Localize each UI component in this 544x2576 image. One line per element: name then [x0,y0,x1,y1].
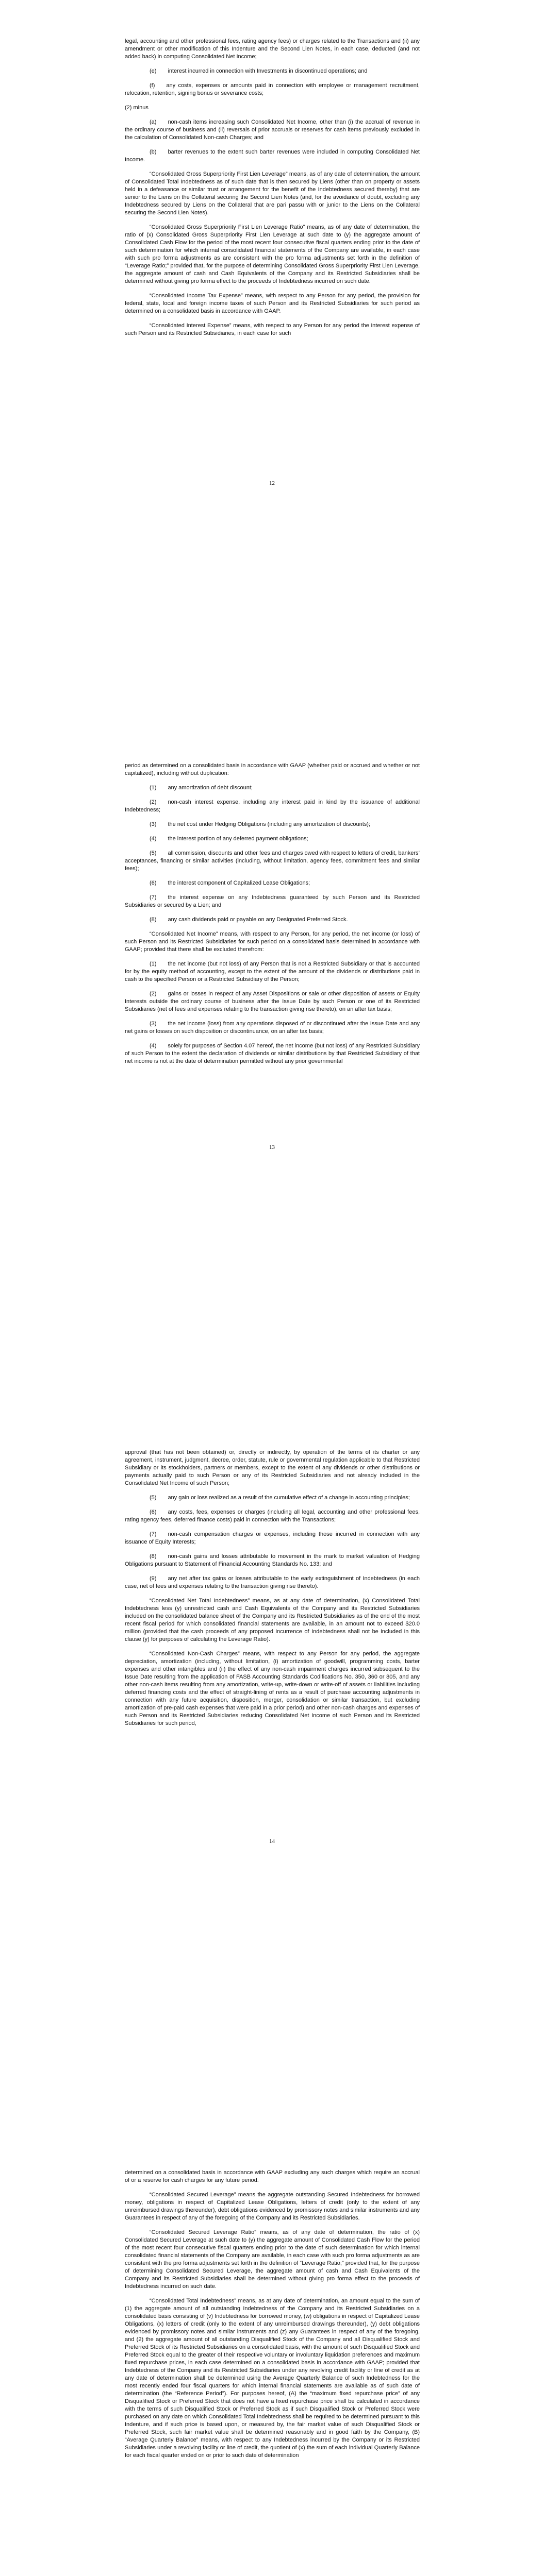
document-page [0,2110,544,2576]
paragraph: approval (that has not been obtained) or, directly or indirectly, by operation of the terms of its charter or any agreement, instrument, judgment, decree, order, statute, rule or governmental regulation applicable to that Restricted Subsidiary or its stockholders, partners or members, except to the extent of any dividends or other distributions or payments actually paid to such Person or any of its Restricted Subsidiaries and not already included in the Consolidated Net Income of such Person; [125,1449,420,1486]
list-item: (a) non-cash items increasing such Consolidated Net Income, other than (i) the accrual of revenue in the ordinary course of business and (ii) reversals of prior accruals or reserves for cash items previously excluded in the calculation of Consolidated Non-cash Charges; and [125,119,420,141]
definition-paragraph: “Consolidated Gross Superpriority First Lien Leverage” means, as of any date of determination, the amount of Consolidated Total Indebtedness as of such date that is then secured by Liens (other than on property or assets held in a defeasance or similar trust or arrangement for the benefit of the Indebtedness secured thereby) that are senior to the Liens on the Collateral securing the Second Lien Notes (and, for the avoidance of doubt, excluding any Indebtedness secured by Liens on the Collateral that are pari passu with or junior to the Liens on the Collateral securing the Second Lien Notes). [125,171,420,216]
list-item: (7) non-cash compensation charges or expenses, including those incurred in connection with any issuance of Equity Interests; [125,1531,420,1545]
list-item: (6) the interest component of Capitalized Lease Obligations; [150,880,310,886]
document-page [0,703,544,1406]
list-item: (f) any costs, expenses or amounts paid in connection with employee or management recruitment, relocation, retention, signing bonus or severance costs; [125,82,420,96]
document-page [0,0,544,703]
definition-paragraph: “Consolidated Secured Leverage Ratio” means, as of any date of determination, the ratio of (x) Consolidated Secured Leverage at such date to (y) the aggregate amount of Consolidated Cash Flow for the period of the most recent four consecutive fiscal quarters ending prior to the date of such determination for which internal consolidated financial statements of the Company are available, in each case with such pro forma adjustments as are consistent with the pro forma adjustments set forth in the definition of “Leverage Ratio;” provided that, for the purpose of determining Consolidated Secured Leverage, the aggregate amount of cash and Cash Equivalents of the Company and its Restricted Subsidiaries shall be determined without giving pro forma effect to the proceeds of Indebtedness incurred on such date. [125,2229,420,2290]
list-item: (6) any costs, fees, expenses or charges (including all legal, accounting and other professional fees, rating agency fees, deferred finance costs) paid in connection with the Transactions; [125,1509,420,1523]
definition-paragraph: “Consolidated Interest Expense” means, with respect to any Person for any period the interest expense of such Person and its Restricted Subsidiaries, in each case for such [125,323,420,336]
definition-paragraph: “Consolidated Non-Cash Charges” means, with respect to any Person for any period, the aggregate depreciation, amortization (including, without limitation, (i) amortization of goodwill, programming costs, barter expenses and other intangibles and (ii) the effect of any non-cash impairment charges incurred subsequent to the Issue Date resulting from the application of FASB Accounting Standards Codifications No. 350, 360 or 805, and any other non-cash items resulting from any amortization, write-up, write-down or write-off of assets or liabilities including deferred financing costs and the effect of straight-lining of rents as a result of purchase accounting adjustments in connection with any future acquisition, disposition, merger, consolidation or similar transaction, but excluding amortization of pre-paid cash expenses that were paid in a prior period) and other non-cash charges and expenses of such Person and its Restricted Subsidiaries reducing Consolidated Net Income of such Person and its Restricted Subsidiaries for such period, [125,1651,420,1726]
list-item: (5) any gain or loss realized as a result of the cumulative effect of a change in accounting principles; [150,1495,410,1501]
definition-paragraph: “Consolidated Net Income” means, with respect to any Person, for any period, the net income (or loss) of such Person and its Restricted Subsidiaries for such period on a consolidated basis determined in accordance with GAAP; provided that there shall be excluded therefrom: [125,931,420,953]
list-item: (2) non-cash interest expense, including any interest paid in kind by the issuance of additional Indebtedness; [125,799,420,813]
list-item: (4) solely for purposes of Section 4.07 hereof, the net income (but not loss) of any Restricted Subsidiary of such Person to the extent the declaration of dividends or similar distributions by that Restricted Subsidiary of that net income is not at the date of determination permitted without any prior governmental [125,1043,420,1064]
paragraph: (2) minus [125,105,149,111]
list-item: (b) barter revenues to the extent such barter revenues were included in computing Consolidated Net Income. [125,149,420,163]
page-body [125,2169,420,2466]
definition-paragraph: “Consolidated Total Indebtedness” means, as at any date of determination, an amount equal to the sum of (1) the aggregate amount of all outstanding Indebtedness of the Company and its Restricted Subsidiaries on a consolidated basis consisting of (v) Indebtedness for borrowed money, (w) obligations in respect of Capitalized Lease Obligations, (x) letters of credit (only to the extent of any unreimbursed drawings thereunder), (y) debt obligations evidenced by promissory notes and similar instruments and (z) any Guarantees in respect of any of the foregoing, and (2) the aggregate amount of all outstanding Disqualified Stock of the Company and all Disqualified Stock and Preferred Stock of its Restricted Subsidiaries on a consolidated basis, with the amount of such Disqualified Stock and Preferred Stock equal to the greater of their respective voluntary or involuntary liquidation preferences and maximum fixed repurchase prices, in each case determined on a consolidated basis in accordance with GAAP; provided that Indebtedness of the Company and its Restricted Subsidiaries under any revolving credit facility or line of credit as at any date of determination shall be determined using the Average Quarterly Balance of such Indebtedness for the most recently ended four fiscal quarters for which internal financial statements are available as of such date of determination (the “Reference Period”). For purposes hereof, (A) the “maximum fixed repurchase price” of any Disqualified Stock or Preferred Stock that does not have a fixed repurchase price shall be calculated in accordance with the terms of such Disqualified Stock or Preferred Stock as if such Disqualified Stock or Preferred Stock were purchased on any date on which Consolidated Total Indebtedness shall be required to be determined pursuant to this Indenture, and if such price is based upon, or measured by, the fair market value of such Disqualified Stock or Preferred Stock, such fair market value shall be determined reasonably and in good faith by the Company, (B) “Average Quarterly Balance” means, with respect to any Indebtedness incurred by the Company or its Restricted Subsidiaries under a revolving facility or line of credit, the quotient of (x) the sum of each individual Quarterly Balance for each fiscal quarter ended on or prior to such date of determination [125,2298,420,2459]
paragraph: determined on a consolidated basis in accordance with GAAP excluding any such charges which require an accrual of or a reserve for cash charges for any future period. [125,2170,420,2183]
list-item: (1) any amortization of debt discount; [150,785,253,791]
list-item: (5) all commission, discounts and other fees and charges owed with respect to letters of credit, bankers’ acceptances, financing or similar activities (including, without limitation, agency fees, commitment fees and similar fees); [125,850,420,872]
list-item: (8) any cash dividends paid or payable on any Designated Preferred Stock. [150,917,348,923]
definition-paragraph: “Consolidated Net Total Indebtedness” means, as at any date of determination, (x) Consolidated Total Indebtedness less (y) unrestricted cash and Cash Equivalents of the Company and its Restricted Subsidiaries included on the consolidated balance sheet of the Company and its Restricted Subsidiaries as of the end of the most recent fiscal period for which consolidated financial statements are available, in an amount not to exceed $20.0 million (provided that the cash proceeds of any proposed incurrence of Indebtedness shall not be included in this clause (y) for purposes of calculating the Leverage Ratio). [125,1598,420,1642]
list-item: (3) the net income (loss) from any operations disposed of or discontinued after the Issue Date and any net gains or losses on such disposition or discontinuance, on an after tax basis; [125,1021,420,1035]
page-number: 13 [269,1144,275,1150]
page-body [125,38,420,344]
page-number: 12 [269,480,275,486]
page-body [125,1449,420,1734]
list-item: (e) interest incurred in connection with Investments in discontinued operations; and [150,68,368,74]
list-item: (3) the net cost under Hedging Obligations (including any amortization of discounts); [150,821,371,827]
list-item: (4) the interest portion of any deferred payment obligations; [150,836,308,842]
document-page [0,1406,544,2110]
list-item: (8) non-cash gains and losses attributable to movement in the mark to market valuation of Hedging Obligations pursuant to Statement of Financial Accounting Standards No. 133; and [125,1553,420,1567]
list-item: (7) the interest expense on any Indebtedness guaranteed by such Person and its Restricted Subsidiaries or secured by a Lien; and [125,894,420,908]
paragraph: period as determined on a consolidated basis in accordance with GAAP (whether paid or accrued and whether or not capitalized), including without duplication: [125,762,420,776]
paragraph: legal, accounting and other professional fees, rating agency fees) or charges related to the Transactions and (ii) any amendment or other modification of this Indenture and the Second Lien Notes, in each case, deducted (and not added back) in computing Consolidated Net Income; [125,38,420,60]
list-item: (9) any net after tax gains or losses attributable to the early extinguishment of Indebtedness (in each case, net of fees and expenses relating to the transaction giving rise thereto). [125,1575,420,1589]
definition-paragraph: “Consolidated Gross Superpriority First Lien Leverage Ratio” means, as of any date of determination, the ratio of (x) Consolidated Gross Superpriority First Lien Leverage at such date to (y) the aggregate amount of Consolidated Cash Flow for the period of the most recent four consecutive fiscal quarters ending prior to the date of such determination for which internal consolidated financial statements of the Company are available, in each case with such pro forma adjustments as are consistent with the pro forma adjustments set forth in the definition of “Leverage Ratio;” provided that, for the purpose of determining Consolidated Gross Superpriority First Lien Leverage, the aggregate amount of cash and Cash Equivalents of the Company and its Restricted Subsidiaries shall be determined without giving pro forma effect to the proceeds of Indebtedness incurred on such date. [125,224,420,284]
definition-paragraph: “Consolidated Income Tax Expense” means, with respect to any Person for any period, the provision for federal, state, local and foreign income taxes of such Person and its Restricted Subsidiaries for such period as determined on a consolidated basis in accordance with GAAP. [125,293,420,314]
page-body [125,762,420,1072]
page-number: 14 [269,1838,275,1844]
definition-paragraph: “Consolidated Secured Leverage” means the aggregate outstanding Secured Indebtedness for borrowed money, obligations in respect of Capitalized Lease Obligations, letters of credit (only to the extent of any unreimbursed drawings thereunder), debt obligations evidenced by promissory notes and similar instruments and any Guarantees in respect of any of the foregoing of the Company and its Restricted Subsidiaries. [125,2192,420,2221]
list-item: (2) gains or losses in respect of any Asset Dispositions or sale or other disposition of assets or Equity Interests outside the ordinary course of business after the Issue Date by such Person or one of its Restricted Subsidiaries (net of fees and expenses relating to the transaction giving rise thereto), on an after tax basis; [125,991,420,1012]
list-item: (1) the net income (but not loss) of any Person that is not a Restricted Subsidiary or that is accounted for by the equity method of accounting, except to the extent of the amount of the dividends or distributions paid in cash to the specified Person or a Restricted Subsidiary of the Person; [125,961,420,982]
